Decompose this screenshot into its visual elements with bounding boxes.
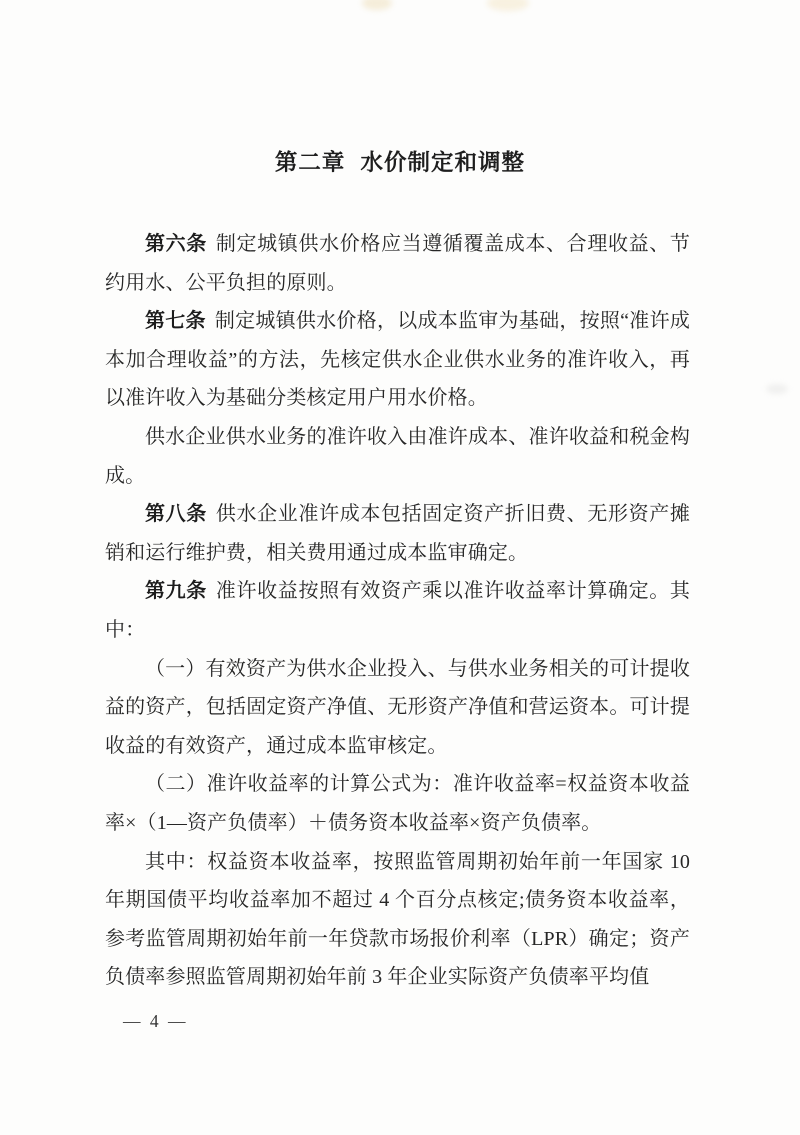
body-paragraph [105,843,690,997]
paragraph-text: 准许收益按照有效资产乘以准许收益率计算确定。其中： [105,580,690,641]
scan-smudge [487,0,529,11]
paragraph-text: 制定城镇供水价格应当遵循覆盖成本、合理收益、节约用水、公平负担的原则。 [105,233,690,294]
body-paragraph [105,418,690,495]
paragraph-text: （二）准许收益率的计算公式为：准许收益率=权益资本收益率×（1—资产负债率）＋债务资本收益率×资产负债率。 [105,773,690,834]
page-number: — 4 — [123,1011,186,1031]
article-number-label: 第九条 [145,580,207,603]
body-paragraph [105,225,690,302]
paragraph-text: 制定城镇供水价格，以成本监审为基础，按照“准许成本加合理收益”的方法，先核定供水企业供水业务的准许收入，再以准许收入为基础分类核定用户用水价格。 [105,310,690,410]
article-number-label: 第八条 [145,503,207,526]
paragraph-text: （一）有效资产为供水企业投入、与供水业务相关的可计提收益的资产，包括固定资产净值、无形资产净值和营运资本。可计提收益的有效资产，通过成本监审核定。 [105,657,690,757]
body-paragraph [105,572,690,649]
body-paragraph [105,495,690,572]
body-paragraph [105,765,690,842]
scan-smudge [766,384,788,394]
body-paragraph [105,650,690,766]
article-number-label: 第七条 [145,310,206,333]
paragraph-text: 供水企业供水业务的准许收入由准许成本、准许收益和税金构成。 [105,425,690,487]
document-body [105,225,690,997]
article-number-label: 第六条 [145,233,207,255]
chapter-heading: 第二章 水价制定和调整 [274,150,526,175]
paragraph-text: 供水企业准许成本包括固定资产折旧费、无形资产摊销和运行维护费，相关费用通过成本监审确定。 [105,503,690,564]
body-paragraph [105,302,690,418]
scan-smudge [362,0,392,10]
paragraph-text: 其中：权益资本收益率，按照监管周期初始年前一年国家 10 年期国债平均收益率加不超过 4 个百分点核定;债务资本收益率，参考监管周期初始年前一年贷款市场报价利率（LPR）确定；资产负债率参照监管周期初始年前 3 年企业实际资产负债率平均值 [105,850,690,989]
